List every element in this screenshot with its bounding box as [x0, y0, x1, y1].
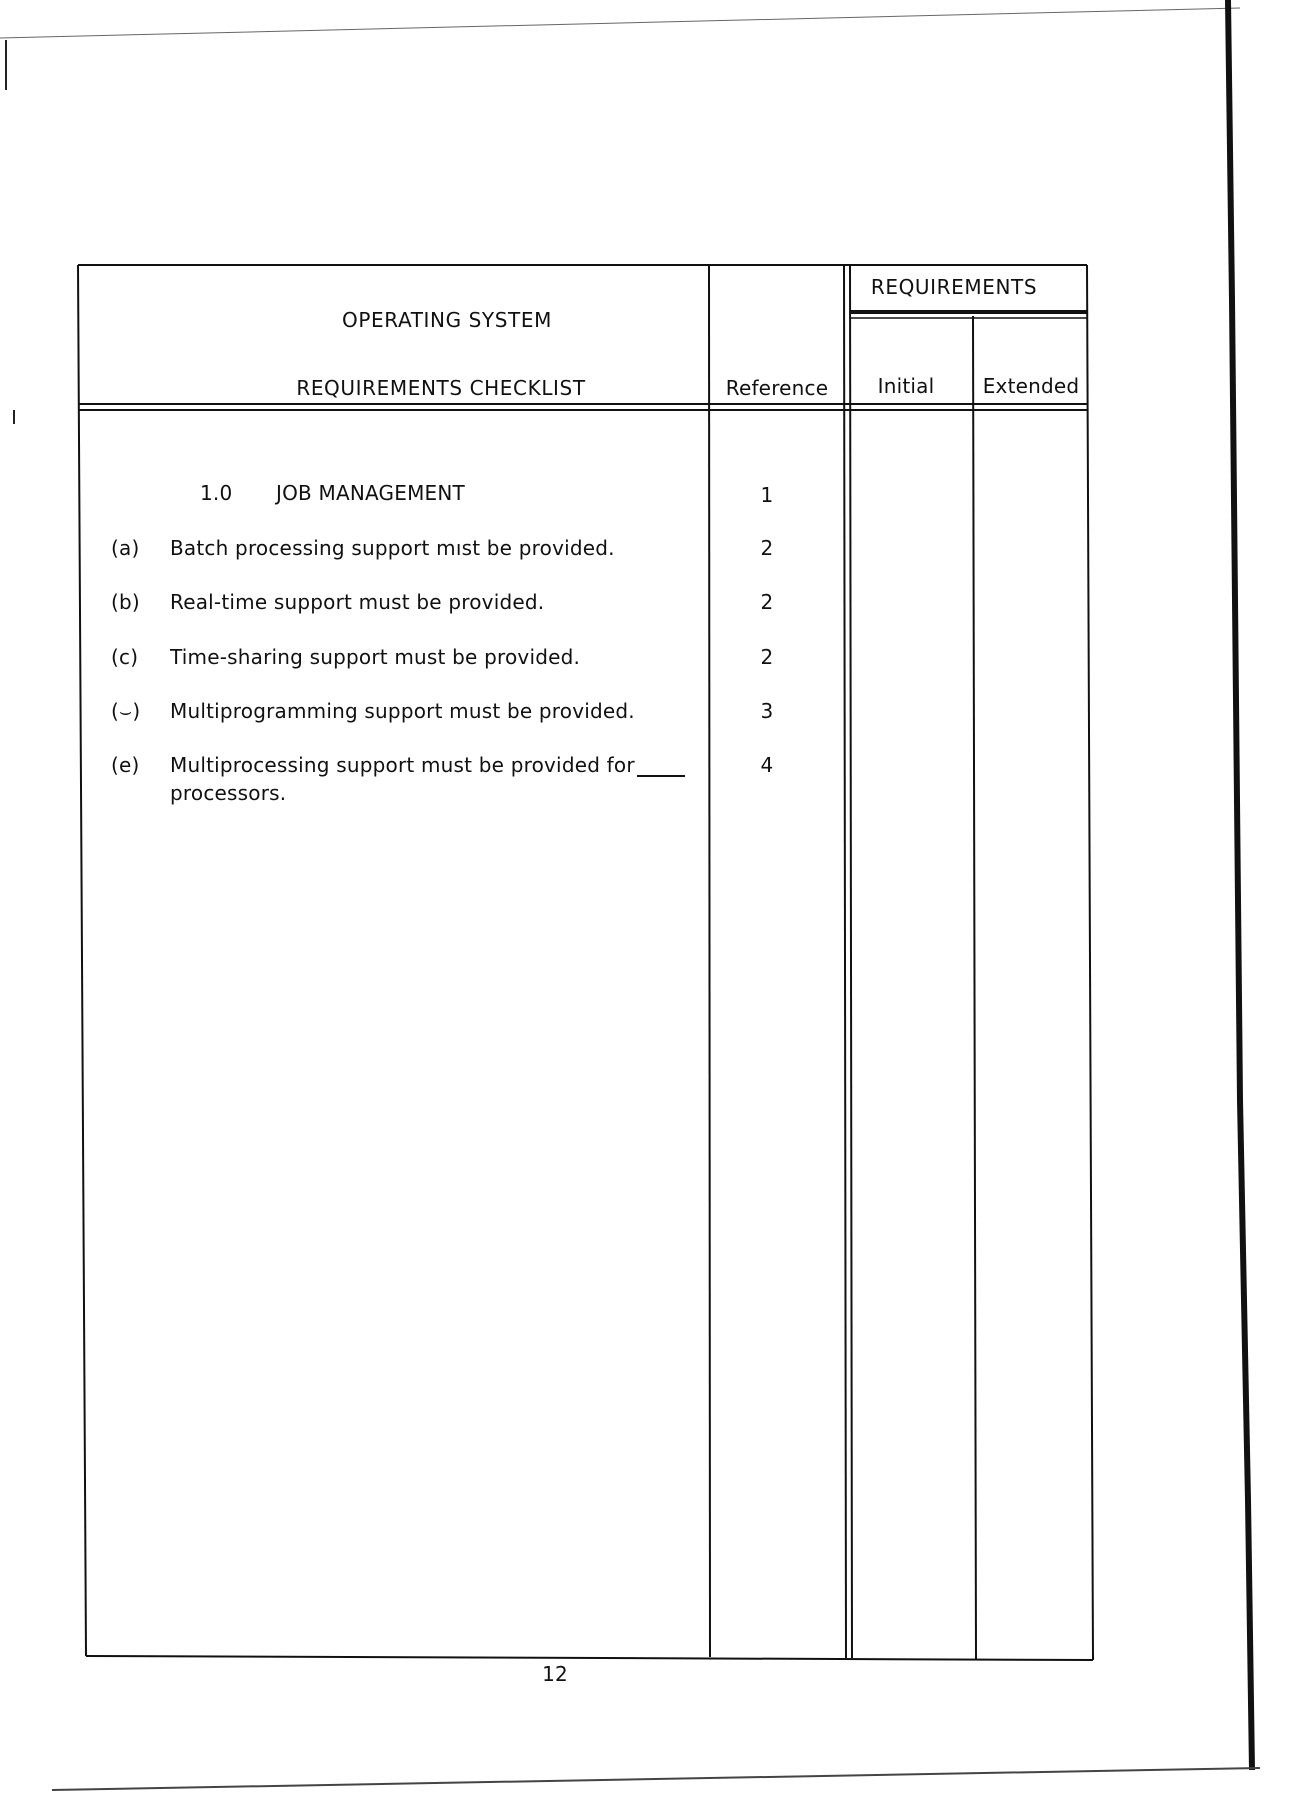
section-title: JOB MANAGEMENT	[276, 481, 465, 505]
item-reference: 4	[760, 753, 774, 777]
item-text-line1	[170, 753, 685, 777]
reference-column-header: Reference	[725, 376, 829, 400]
initial-column-header: Initial	[877, 374, 935, 398]
item-text: Time-sharing support must be provided.	[170, 645, 581, 669]
item-label: (a)	[111, 536, 140, 560]
item-reference: 2	[760, 590, 774, 614]
item-reference: 2	[760, 536, 774, 560]
page-number: 12	[542, 1662, 568, 1686]
checklist-title-line1: OPERATING SYSTEM	[342, 308, 552, 332]
item-label: (c)	[111, 645, 139, 669]
extended-column-header: Extended	[982, 374, 1080, 398]
item-text: Batch processing support mıst be provided.	[170, 536, 615, 560]
requirements-column-header: REQUIREMENTS	[870, 275, 1038, 299]
item-text: Multiprocessing support must be provided for	[170, 753, 635, 777]
item-label: (b)	[111, 590, 140, 614]
item-label: (⌣)	[111, 699, 141, 723]
processor-count-blank	[637, 757, 685, 777]
item-text: Real-time support must be provided.	[170, 590, 545, 614]
section-reference: 1	[760, 483, 774, 507]
section-number: 1.0	[200, 481, 233, 505]
checklist-title-line2: REQUIREMENTS CHECKLIST	[296, 376, 586, 400]
item-reference: 2	[760, 645, 774, 669]
item-text: Multiprogramming support must be provided.	[170, 699, 635, 723]
item-label: (e)	[111, 753, 140, 777]
item-reference: 3	[760, 699, 774, 723]
item-text-line2: processors.	[170, 781, 287, 805]
